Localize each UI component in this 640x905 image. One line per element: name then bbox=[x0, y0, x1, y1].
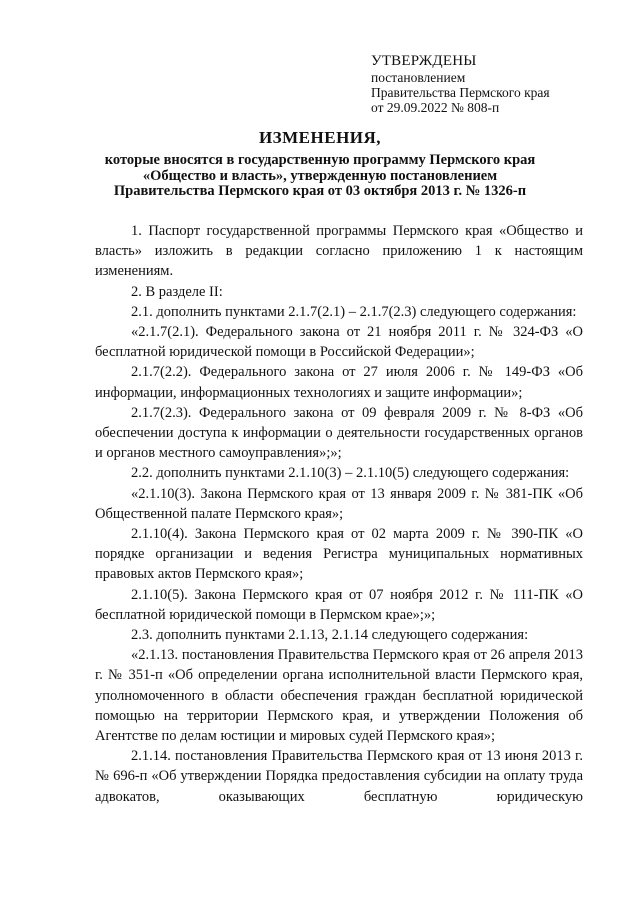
paragraph: 2.1.7(2.3). Федерального закона от 09 февраля 2009 г. № 8-ФЗ «Об обеспечении доступа к информации о деятельности государственных органов и органов местного самоуправления»;»; bbox=[95, 404, 583, 462]
paragraph: «2.1.7(2.1). Федерального закона от 21 ноября 2011 г. № 324-ФЗ «О бесплатной юридической помощи в Российской Федерации»; bbox=[95, 324, 583, 361]
approval-stamp bbox=[371, 54, 550, 115]
heading-subtitle-line: «Общество и власть», утвержденную постановлением bbox=[142, 167, 498, 184]
approval-line: постановлением bbox=[371, 70, 466, 85]
paragraph: 2.1.10(4). Закона Пермского края от 02 марта 2009 г. № 390-ПК «О порядке организации и ведения Регистра муниципальных нормативных правовых актов Пермского края»; bbox=[95, 526, 583, 583]
paragraph: 2.1.14. постановления Правительства Пермского края от 13 июня 2013 г. № 696-п «Об утверждении Порядка предоставления субсидии на оплату труда адвокатов, оказывающих бесплатную юридическую bbox=[95, 748, 583, 805]
heading-title: ИЗМЕНЕНИЯ, bbox=[258, 128, 382, 147]
approval-title: УТВЕРЖДЕНЫ bbox=[371, 53, 477, 69]
heading-subtitle-line: которые вносятся в государственную программу Пермского края bbox=[104, 152, 536, 168]
document-heading bbox=[60, 127, 580, 200]
paragraph: 2.1. дополнить пунктами 2.1.7(2.1) – 2.1.7(2.3) следующего содержания: bbox=[131, 303, 577, 320]
paragraph: 2. В разделе II: bbox=[131, 283, 223, 300]
paragraph: «2.1.10(3). Закона Пермского края от 13 января 2009 г. № 381-ПК «Об Общественной палате Пермского края»; bbox=[95, 485, 583, 522]
document-body bbox=[95, 221, 583, 807]
approval-date: от 29.09.2022 № 808-п bbox=[371, 100, 500, 115]
paragraph: 1. Паспорт государственной программы Пермского края «Общество и власть» изложить в редакции согласно приложению 1 к настоящим изменениям. bbox=[95, 223, 583, 280]
paragraph: «2.1.13. постановления Правительства Пермского края от 26 апреля 2013 г. № 351-п «Об определении органа исполнительной власти Пермского края, уполномоченного в области обеспечения граждан бесплатной юридической помощью на территории Пермского края, и утверждении Положения об Агентстве по делам юстиции и мировых судей Пермского края»; bbox=[95, 647, 583, 745]
paragraph: 2.2. дополнить пунктами 2.1.10(3) – 2.1.10(5) следующего содержания: bbox=[131, 465, 570, 482]
paragraph: 2.1.7(2.2). Федерального закона от 27 июля 2006 г. № 149-ФЗ «Об информации, информационных технологиях и защите информации»; bbox=[95, 364, 583, 401]
approval-line: Правительства Пермского края bbox=[371, 85, 550, 100]
paragraph: 2.3. дополнить пунктами 2.1.13, 2.1.14 следующего содержания: bbox=[131, 627, 529, 644]
paragraph: 2.1.10(5). Закона Пермского края от 07 ноября 2012 г. № 111-ПК «О бесплатной юридической помощи в Пермском крае»;»; bbox=[95, 586, 583, 623]
heading-subtitle-line: Правительства Пермского края от 03 октября 2013 г. № 1326-п bbox=[113, 183, 527, 199]
